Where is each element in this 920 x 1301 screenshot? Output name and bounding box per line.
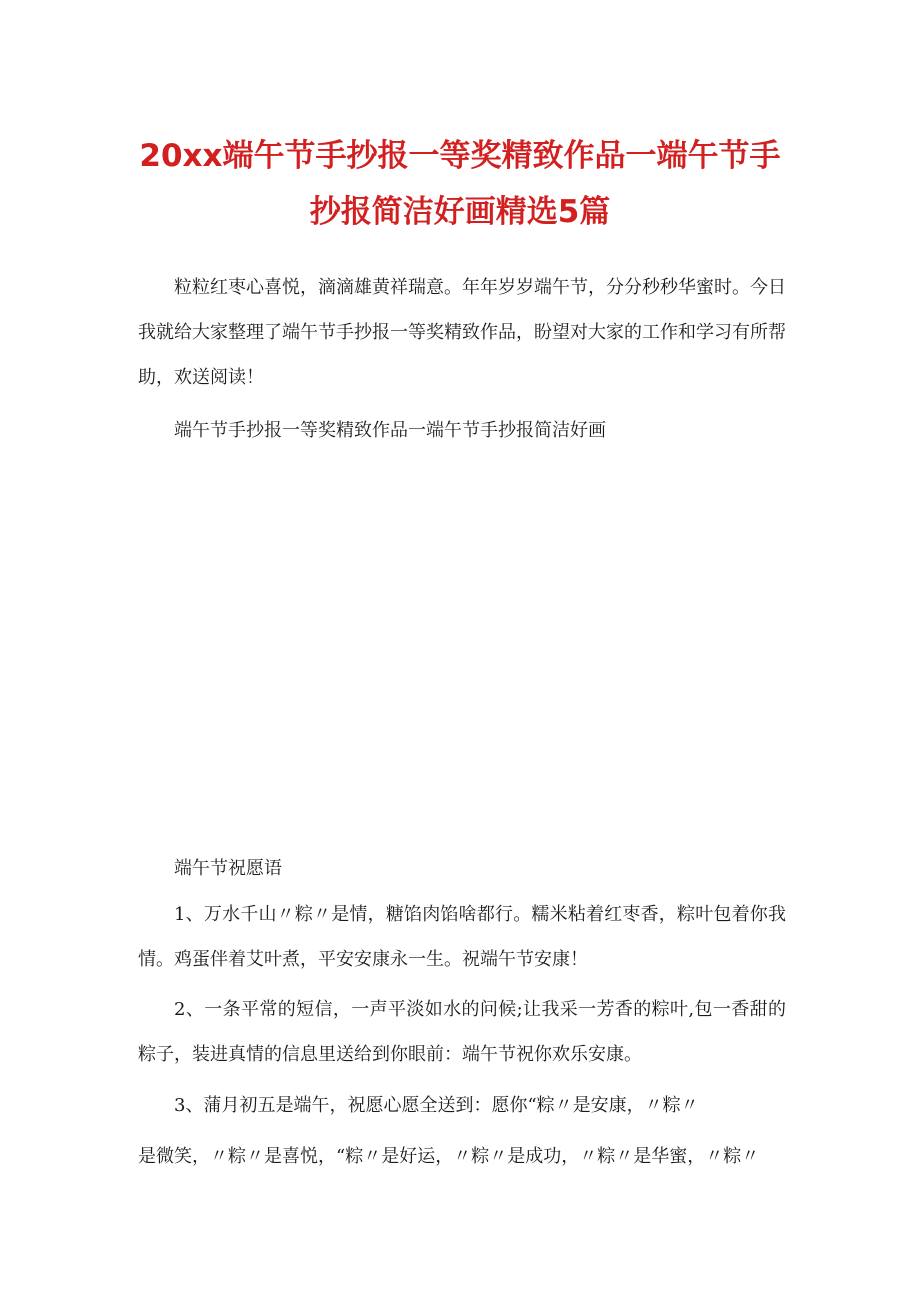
- intro-paragraph: 粒粒红枣心喜悦，滴滴雄黄祥瑞意。年年岁岁端午节，分分秒秒华蜜时。今日我就给大家整理了端午节手抄报一等奖精致作品，盼望对大家的工作和学习有所帮助，欢送阅读！: [138, 277, 786, 388]
- wish-item-2: 2、一条平常的短信，一声平淡如水的问候;让我采一芳香的粽叶,包一香甜的粽子，装进真情的信息里送给到你眼前：端午节祝你欢乐安康。: [138, 999, 786, 1065]
- document-title: 20xx端午节手抄报一等奖精致作品一端午节手抄报简洁好画精选5篇: [139, 138, 781, 230]
- wish-item-3-line-1: 3、蒲月初五是端午，祝愿心愿全送到：愿你“粽〃是安康，〃粽〃: [174, 1095, 699, 1116]
- section-subtitle: 端午节手抄报一等奖精致作品一端午节手抄报简洁好画: [174, 420, 606, 441]
- wishes-heading: 端午节祝愿语: [174, 858, 282, 879]
- blank-image-area: [138, 470, 786, 830]
- wish-item-1: 1、万水千山〃粽〃是情，糖馅肉馅啥都行。糯米粘着红枣香，粽叶包着你我情。鸡蛋伴着艾叶煮，平安安康永一生。祝端午节安康！: [138, 904, 786, 970]
- wish-item-3-line-2: 是微笑，〃粽〃是喜悦，“粽〃是好运，〃粽〃是成功，〃粽〃是华蜜，〃粽〃: [138, 1146, 760, 1167]
